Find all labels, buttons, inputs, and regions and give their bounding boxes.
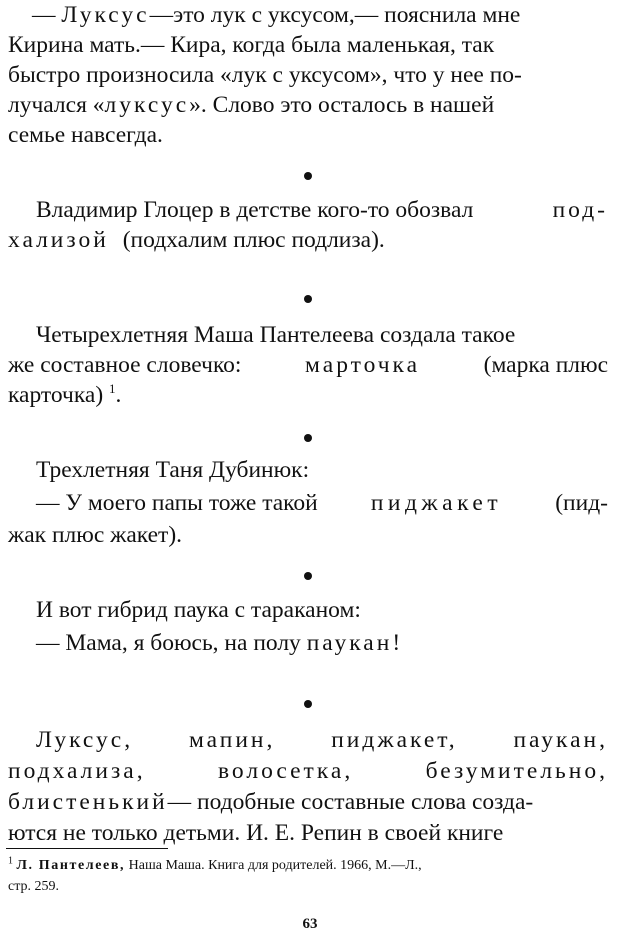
section-separator-dot <box>304 172 312 180</box>
paragraph-5-line-2: — Мама, я боюсь, на полу паукан! <box>36 630 404 656</box>
section-separator-dot <box>304 295 312 303</box>
footnote-rule <box>6 848 168 849</box>
paragraph-2-line-1: Владимир Глоцер в детстве кого-то обозвал под- <box>36 197 608 223</box>
paragraph-3-line-1: Четырехлетняя Маша Пантелеева создала такое <box>36 322 516 348</box>
paragraph-1-line-2: Кирина мать.— Кира, когда была маленькая, так <box>8 32 495 58</box>
paragraph-1-line-1: — Луксус—это лук с уксусом,— пояснила мне <box>32 2 521 28</box>
term-blistenkiy: блистенький <box>8 789 168 815</box>
paragraph-5-line-1: И вот гибрид паука с тараканом: <box>36 597 361 623</box>
footnote-author: Л. Пантелеев, <box>16 858 126 873</box>
term-podkhaliza-end: хализой <box>8 227 109 253</box>
paragraph-6-line-4: ются не только детьми. И. Е. Репин в своей книге <box>8 820 504 846</box>
term-pidzhaket: пиджакет <box>370 490 503 516</box>
paragraph-1-line-4: лучался «луксус». Слово это осталось в нашей <box>8 92 495 118</box>
paragraph-2-line-2: хализой (подхалим плюс подлиза). <box>8 227 385 253</box>
paragraph-3-line-3: карточка) $^1$. <box>8 381 122 408</box>
paragraph-6-line-3: блистенький— подобные составные слова созда- <box>8 789 534 815</box>
paragraph-6-line-1: Луксус, мапин, пиджакет, паукан, <box>36 727 608 753</box>
term-martochka: марточка <box>305 352 421 378</box>
term-paukan: паукан! <box>306 630 404 656</box>
section-separator-dot <box>304 434 312 442</box>
footnote-marker: 1 <box>8 855 13 867</box>
section-separator-dot <box>304 700 312 708</box>
paragraph-4-line-3: жак плюс жакет). <box>8 522 183 548</box>
paragraph-1-line-5: семье навсегда. <box>8 122 163 148</box>
paragraph-4-line-1: Трехлетняя Таня Дубинюк: <box>36 457 310 483</box>
paragraph-4-line-2: — У моего папы тоже такой пиджакет (пид- <box>36 490 608 516</box>
term-podkhaliza-start: под- <box>552 197 608 223</box>
footnote-title: Наша Маша. Книга для родителей. 1966, М.—Л., <box>128 858 422 873</box>
section-separator-dot <box>304 572 312 580</box>
footnote-line-2: стр. 259. <box>8 879 60 894</box>
paragraph-1-line-3: быстро произносила «лук с уксусом», что у нее по- <box>8 62 522 88</box>
paragraph-6-line-2: подхализа, волосетка, безумительно, <box>8 758 608 784</box>
footnote-reference: 1 <box>109 381 116 397</box>
footnote-line-1 <box>8 857 422 875</box>
term-luksus: Луксус <box>61 2 150 28</box>
paragraph-3-line-2: же составное словечко: марточка (марка плюс <box>8 352 608 378</box>
page-number: 63 <box>302 916 318 932</box>
term-luksus-inline: луксус <box>104 92 190 118</box>
